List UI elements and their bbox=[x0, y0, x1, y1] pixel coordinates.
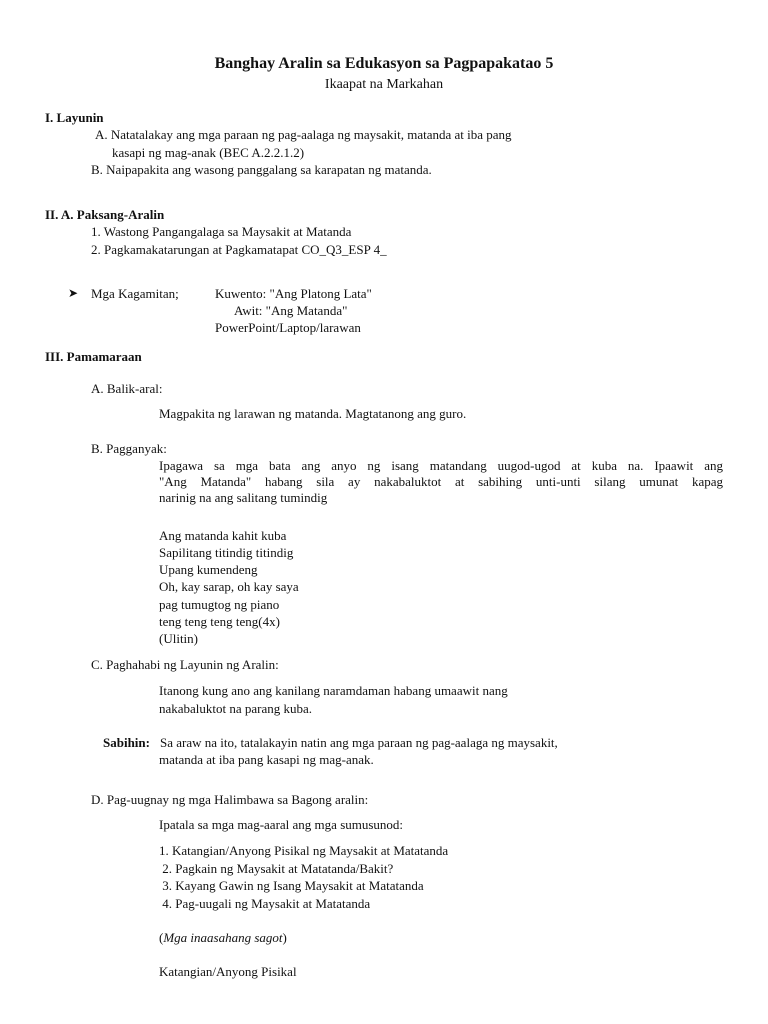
song-line: teng teng teng teng(4x) bbox=[159, 614, 280, 629]
pagganyak-line-1: Ipagawa sa mga bata ang anyo ng isang matandang uugod-ugod at kuba na. Ipaawit ang bbox=[159, 458, 723, 473]
document-subtitle: Ikaapat na Markahan bbox=[324, 77, 444, 92]
pag-uugnay-label: D. Pag-uugnay ng mga Halimbawa sa Bagong aralin: bbox=[91, 792, 369, 807]
section-pamamaraan-heading: III. Pamamaraan bbox=[45, 349, 142, 364]
layunin-item-a-line1: A. Natatalakay ang mga paraan ng pag-aalaga ng maysakit, matanda at iba pang bbox=[95, 127, 512, 142]
sabihin-line-2: matanda at iba pang kasapi ng mag-anak. bbox=[159, 752, 374, 767]
song-line: Ang matanda kahit kuba bbox=[159, 528, 287, 543]
song-line: pag tumugtog ng piano bbox=[159, 597, 280, 612]
balik-aral-label: A. Balik-aral: bbox=[91, 381, 163, 396]
pagganyak-line-2: "Ang Matanda" habang sila ay nakabaluktot at sabihing unti-unti silang umunat kapag bbox=[159, 474, 723, 489]
layunin-item-b: B. Naipapakita ang wasong panggalang sa karapatan ng matanda. bbox=[91, 162, 432, 177]
pagganyak-label: B. Pagganyak: bbox=[91, 441, 167, 456]
kagamitan-awit: Awit: "Ang Matanda" bbox=[234, 303, 348, 318]
paksa-item-2: 2. Pagkamakatarungan at Pagkamatapat CO_Q3_ESP 4_ bbox=[91, 242, 387, 257]
document-title: Banghay Aralin sa Edukasyon sa Pagpapakatao 5 bbox=[214, 55, 554, 72]
list-item: 4. Pag-uugali ng Maysakit at Matatanda bbox=[159, 896, 371, 911]
inaasahang-sagot bbox=[159, 930, 287, 946]
paghahabi-line-2: nakabaluktot na parang kuba. bbox=[159, 701, 313, 716]
song-line: Sapilitang titindig titindig bbox=[159, 545, 294, 560]
inaasahang-sagot-text: Mga inaasahang sagot bbox=[163, 930, 283, 945]
pagganyak-paragraph bbox=[159, 458, 723, 506]
list-item: 2. Pagkain ng Maysakit at Matatanda/Bakit? bbox=[159, 861, 394, 876]
paren-close: ) bbox=[282, 930, 287, 945]
song-line: Upang kumendeng bbox=[159, 562, 258, 577]
arrow-bullet-icon: ➤ bbox=[68, 286, 79, 300]
section-paksa-heading: II. A. Paksang-Aralin bbox=[45, 207, 165, 222]
sabihin-label: Sabihin: bbox=[103, 735, 150, 750]
kagamitan-kuwento: Kuwento: "Ang Platong Lata" bbox=[215, 286, 372, 301]
katangian-heading: Katangian/Anyong Pisikal bbox=[159, 964, 297, 979]
paksa-item-1: 1. Wastong Pangangalaga sa Maysakit at Matanda bbox=[91, 224, 352, 239]
paghahabi-line-1: Itanong kung ano ang kanilang naramdaman habang umaawit nang bbox=[159, 683, 508, 698]
paghahabi-label: C. Paghahabi ng Layunin ng Aralin: bbox=[91, 657, 279, 672]
paren-open: ( bbox=[159, 930, 164, 945]
kagamitan-iba: PowerPoint/Laptop/larawan bbox=[215, 320, 361, 335]
song-line: (Ulitin) bbox=[159, 631, 198, 646]
sabihin-line-1: Sa araw na ito, tatalakayin natin ang mga paraan ng pag-aalaga ng maysakit, bbox=[160, 735, 558, 750]
list-item: 1. Katangian/Anyong Pisikal ng Maysakit at Matatanda bbox=[159, 843, 449, 858]
list-item: 3. Kayang Gawin ng Isang Maysakit at Matatanda bbox=[159, 878, 424, 893]
kagamitan-label: Mga Kagamitan; bbox=[91, 286, 179, 301]
song-line: Oh, kay sarap, oh kay saya bbox=[159, 579, 299, 594]
pagganyak-line-3: narinig na ang salitang tumindig bbox=[159, 490, 328, 505]
balik-aral-text: Magpakita ng larawan ng matanda. Magtatanong ang guro. bbox=[159, 406, 467, 421]
layunin-item-a-line2: kasapi ng mag-anak (BEC A.2.2.1.2) bbox=[112, 145, 305, 160]
section-layunin-heading: I. Layunin bbox=[45, 110, 104, 125]
pag-uugnay-intro: Ipatala sa mga mag-aaral ang mga sumusunod: bbox=[159, 817, 404, 832]
